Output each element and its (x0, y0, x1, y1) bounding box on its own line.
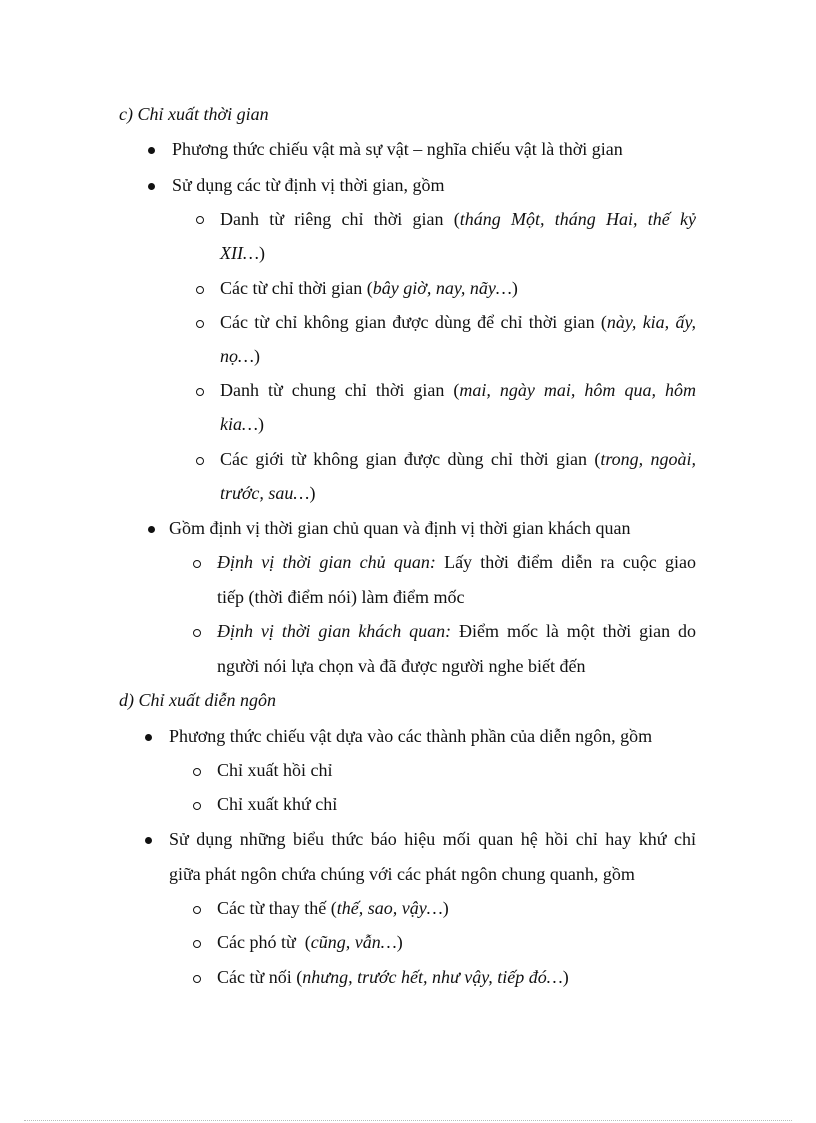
list-item-continuation: người nói lựa chọn và đã được người nghe biết đến (217, 656, 586, 676)
section-c-heading: c) Chỉ xuất thời gian (119, 104, 269, 124)
item-examples: bây giờ, nay, nãy… (372, 278, 512, 298)
item-examples: này, kia, ấy, (606, 312, 696, 332)
list-item: Chỉ xuất khứ chỉ (217, 794, 338, 814)
bullet-icon (148, 526, 155, 533)
bullet-icon (145, 837, 152, 844)
item-text: ) (396, 932, 403, 952)
list-item (217, 967, 569, 988)
item-examples: thế, sao, vậy… (336, 898, 443, 918)
list-item: Gồm định vị thời gian chủ quan và định vị thời gian khách quan (169, 518, 631, 538)
list-item (220, 278, 518, 299)
list-item (220, 380, 696, 401)
bullet-icon (145, 734, 152, 741)
circle-bullet-icon (196, 216, 204, 224)
list-item: Sử dụng các từ định vị thời gian, gồm (172, 175, 445, 195)
item-text: Danh từ riêng chỉ thời gian ( (220, 209, 460, 229)
circle-bullet-icon (193, 560, 201, 568)
bullet-icon (148, 147, 155, 154)
list-item (217, 552, 696, 573)
item-text: Điểm mốc là một thời gian do (451, 621, 697, 641)
item-term: Định vị thời gian khách quan: (217, 621, 452, 641)
item-text: Lấy thời điểm diễn ra cuộc giao (435, 552, 696, 572)
item-examples: tháng Một, tháng Hai, thế kỷ (459, 209, 697, 229)
circle-bullet-icon (196, 286, 204, 294)
list-item-continuation (220, 483, 315, 504)
item-text: Các từ thay thế ( (217, 898, 337, 918)
item-text: Các từ nối ( (217, 967, 303, 987)
list-item: Phương thức chiếu vật mà sự vật – nghĩa chiếu vật là thời gian (172, 139, 623, 159)
circle-bullet-icon (193, 906, 201, 914)
circle-bullet-icon (193, 629, 201, 637)
item-text: Các từ chỉ thời gian ( (220, 278, 373, 298)
item-examples: trước, sau… (220, 483, 310, 503)
item-examples: XII… (220, 243, 259, 263)
list-item (220, 449, 696, 470)
bullet-icon (148, 183, 155, 190)
list-item (217, 621, 696, 642)
item-text: ) (511, 278, 518, 298)
list-item-continuation (220, 243, 265, 264)
list-item (217, 932, 403, 953)
item-examples: nọ… (220, 346, 255, 366)
item-text: ) (258, 414, 264, 434)
list-item: Sử dụng những biểu thức báo hiệu mối quan hệ hồi chỉ hay khứ chỉ (169, 829, 696, 849)
list-item (220, 209, 696, 230)
item-text: ) (259, 243, 265, 263)
circle-bullet-icon (196, 457, 204, 465)
item-examples: trong, ngoài, (600, 449, 696, 469)
circle-bullet-icon (193, 802, 201, 810)
item-text: ) (254, 346, 261, 366)
circle-bullet-icon (193, 940, 201, 948)
list-item: Phương thức chiếu vật dựa vào các thành phần của diễn ngôn, gồm (169, 726, 653, 746)
list-item (217, 898, 449, 919)
item-examples: nhưng, trước hết, như vậy, tiếp đó… (302, 967, 563, 987)
list-item-continuation (220, 346, 260, 367)
circle-bullet-icon (193, 768, 201, 776)
page-bottom-rule (24, 1120, 792, 1121)
item-text: ) (562, 967, 569, 987)
item-examples: kia… (220, 414, 258, 434)
item-text: ) (309, 483, 316, 503)
item-text: Các phó từ ( (217, 932, 311, 952)
item-text: ) (442, 898, 449, 918)
list-item-continuation (220, 414, 264, 435)
item-term: Định vị thời gian chủ quan: (217, 552, 436, 572)
list-item-continuation: tiếp (thời điểm nói) làm điểm mốc (217, 587, 465, 607)
circle-bullet-icon (196, 320, 204, 328)
item-text: Các giới từ không gian được dùng chỉ thời gian ( (220, 449, 601, 469)
list-item (220, 312, 696, 333)
item-examples: mai, ngày mai, hôm qua, hôm (459, 380, 696, 400)
item-examples: cũng, vẫn… (310, 932, 397, 952)
circle-bullet-icon (193, 975, 201, 983)
list-item-continuation: giữa phát ngôn chứa chúng với các phát ngôn chung quanh, gồm (169, 864, 635, 884)
item-text: Các từ chỉ không gian được dùng để chỉ thời gian ( (220, 312, 607, 332)
section-d-heading: d) Chỉ xuất diễn ngôn (119, 690, 276, 710)
item-text: Danh từ chung chỉ thời gian ( (220, 380, 460, 400)
circle-bullet-icon (196, 388, 204, 396)
list-item: Chỉ xuất hồi chỉ (217, 760, 333, 780)
